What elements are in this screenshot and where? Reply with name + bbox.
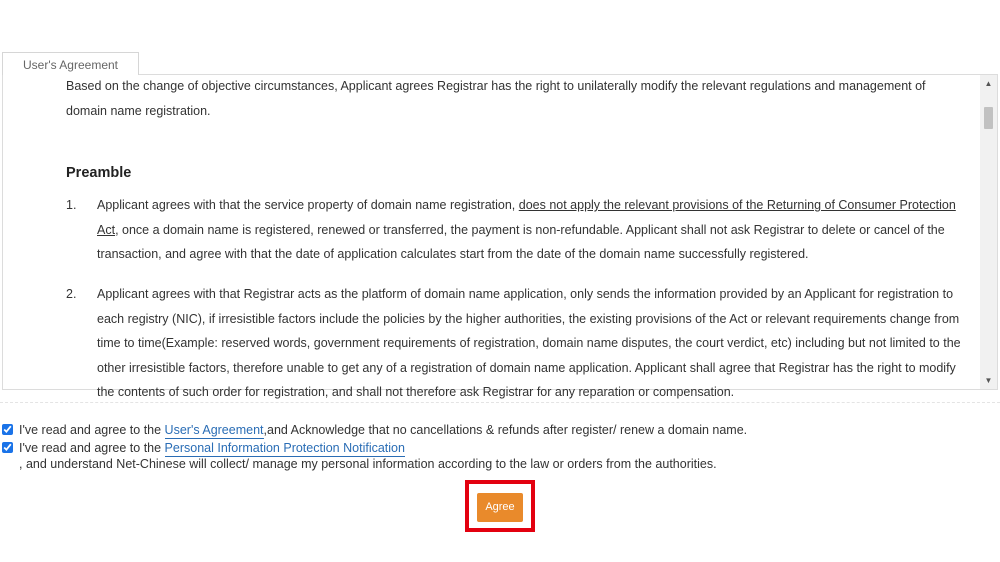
privacy-checkbox[interactable] [2, 442, 13, 453]
agreement-intro: Based on the change of objective circumstances, Applicant agrees Registrar has the right to unilaterally modify the relevant regulations and management of domain name registration. [66, 79, 926, 118]
agree-button[interactable]: Agree [477, 493, 523, 522]
consent-text: ,and Acknowledge that no cancellations & refunds after register/ renew a domain name. [263, 423, 748, 437]
agreement-content [3, 75, 980, 399]
users-agreement-link[interactable]: User's Agreement [164, 423, 264, 437]
item-text-part: Applicant agrees with that the service property of domain name registration, [97, 198, 519, 212]
item-number: 1. [66, 198, 77, 212]
scroll-up-icon[interactable]: ▲ [984, 79, 993, 88]
consent-privacy-line [2, 441, 405, 455]
tab-users-agreement[interactable]: User's Agreement [2, 52, 139, 75]
scrollbar-thumb[interactable] [984, 107, 993, 129]
item-text-part: , once a domain name is registered, renewed or transferred, the payment is non-refundable. Applicant shall not ask Registrar to delete or cancel of the transaction, and agree with that the date of application calculates start from the date of the domain name successfully registered. [97, 222, 945, 261]
scroll-down-icon[interactable]: ▼ [984, 376, 993, 385]
agreement-checkbox[interactable] [2, 424, 13, 435]
item-text [97, 193, 963, 267]
consent-privacy-continuation: , and understand Net-Chinese will collect/ manage my personal information according to the law or orders from the authorities. [19, 457, 717, 471]
item-underlined-text: does not apply the relevant provisions of the Returning of Consumer Protection Act [97, 198, 956, 237]
consent-agreement-line [2, 423, 747, 437]
agreement-scrollbar[interactable] [980, 75, 997, 389]
preamble-heading: Preamble [66, 165, 132, 181]
agreement-panel [2, 74, 998, 399]
section-divider [0, 402, 1000, 403]
consent-text: I've read and agree to the [19, 423, 165, 437]
item-number: 2. [66, 287, 77, 301]
item-text: Applicant agrees with that Registrar acts as the platform of domain name application, only sends the information provided by an Applicant for registration to each registry (NIC), if irresistible factors include the policies by the higher authorities, the existing provisions of the Act or relevant requirements change from time to time(Example: reserved words, government requirements of registration, domain name disputes, the court verdict, etc) including but not limited to the other irresistible factors, therefore unable to get any of a registration of domain name application. Applicant shall agree that Registrar has the right to modify the contents of such order for registration, and shall not therefore ask Registrar for any reparation or compensation. [97, 287, 961, 399]
consent-text: I've read and agree to the [19, 441, 165, 455]
privacy-notification-link[interactable]: Personal Information Protection Notification [164, 441, 405, 455]
